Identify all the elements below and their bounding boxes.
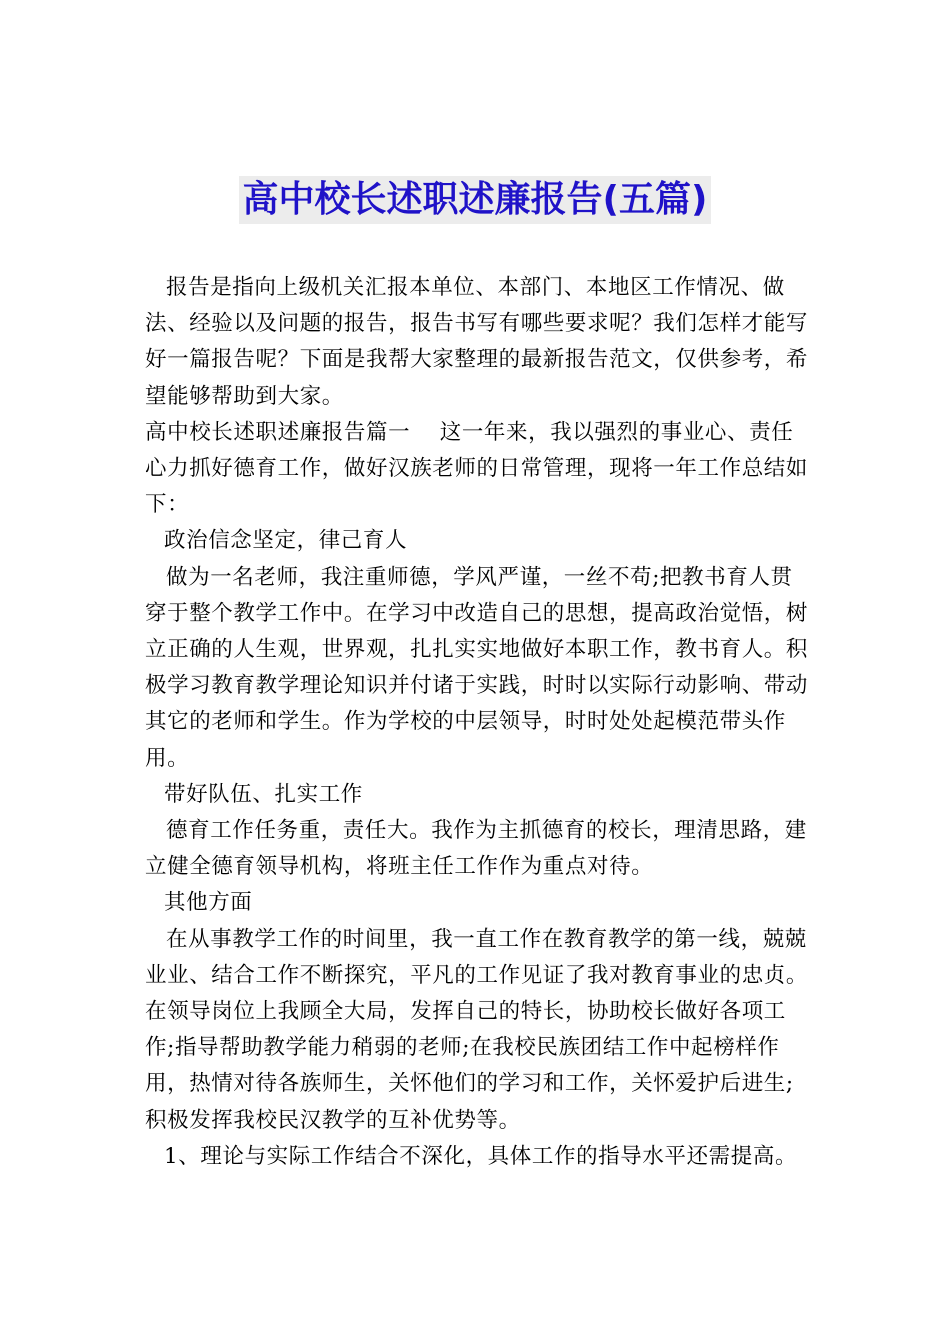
document-body — [145, 270, 810, 1175]
heading-team-work: 带好队伍、扎实工作 — [164, 781, 363, 807]
heading-other-aspects: 其他方面 — [164, 890, 253, 916]
document-title: 高中校长述职述廉报告(五篇) — [239, 176, 712, 224]
paragraph-teaching-work: 在从事教学工作的时间里，我一直工作在教育教学的第一线，兢兢业业、结合工作不断探究，平凡的工作见证了我对教育事业的忠贞。在领导岗位上我顾全大局，发挥自己的特长，协助校长做好各项工作;指导帮助教学能力稍弱的老师;在我校民族团结工作中起榜样作用，热情对待各族师生，关怀他们的学习和工作，关怀爱护后进生;积极发挥我校民汉教学的互补优势等。 — [145, 926, 809, 1133]
paragraph-section-one: 高中校长述职述廉报告篇一 这一年来，我以强烈的事业心、责任心力抓好德育工作，做好汉族老师的日常管理，现将一年工作总结如下： — [145, 419, 809, 518]
paragraph-moral-education: 德育工作任务重，责任大。我作为主抓德育的校长，理清思路，建立健全德育领导机构，将班主任工作作为重点对待。 — [145, 818, 807, 880]
paragraph-intro: 报告是指向上级机关汇报本单位、本部门、本地区工作情况、做法、经验以及问题的报告，报告书写有哪些要求呢？我们怎样才能写好一篇报告呢？下面是我帮大家整理的最新报告范文，仅供参考，希望能够帮助到大家。 — [145, 275, 809, 409]
list-item-shortcoming-1: 1、理论与实际工作结合不深化，具体工作的指导水平还需提高。 — [164, 1143, 798, 1169]
heading-political-belief: 政治信念坚定，律己育人 — [164, 528, 408, 554]
paragraph-teacher-ethics: 做为一名老师，我注重师德，学风严谨，一丝不苟;把教书育人贯穿于整个教学工作中。在学习中改造自己的思想，提高政治觉悟，树立正确的人生观，世界观，扎扎实实地做好本职工作，教书育人。积极学习教育教学理论知识并付诸于实践，时时以实际行动影响、带动其它的老师和学生。作为学校的中层领导，时时处处起模范带头作用。 — [145, 564, 809, 771]
title-container — [0, 176, 950, 224]
